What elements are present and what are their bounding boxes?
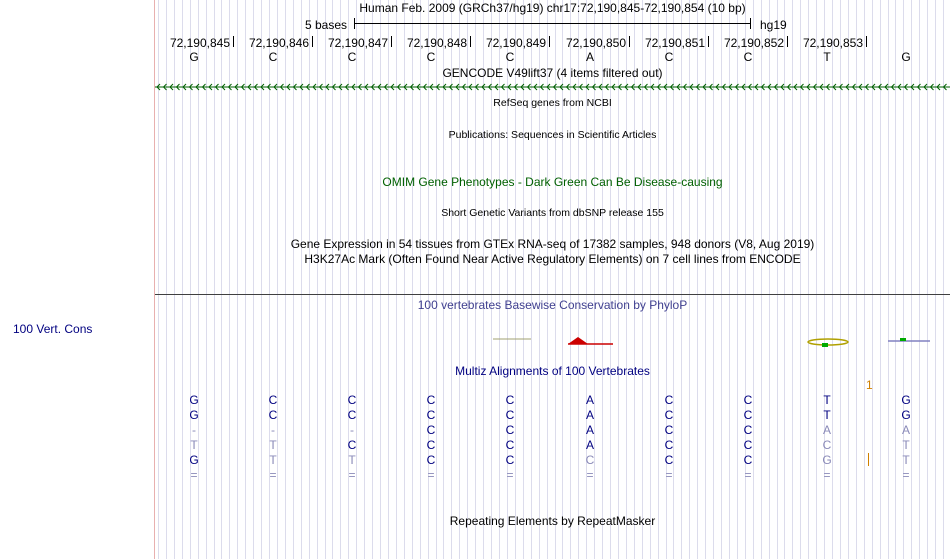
- alignment-base-elephant: T: [269, 453, 277, 467]
- alignment-base-rhesus: G: [901, 408, 911, 422]
- sequence-base: T: [823, 50, 831, 64]
- alignment-base-rhesus: C: [268, 408, 278, 422]
- alignment-base-elephant: G: [822, 453, 832, 467]
- alignment-base-mouse: -: [192, 423, 196, 437]
- alignment-base-elephant: G: [189, 453, 199, 467]
- alignment-base-dog: T: [902, 438, 910, 452]
- ruler-tick: [549, 36, 550, 47]
- alignment-base-dog: A: [585, 438, 594, 452]
- alignment-base-human: C: [664, 393, 674, 407]
- phylop-peak-a: [568, 337, 588, 344]
- ruler-position-label: 72,190,851: [644, 36, 705, 50]
- alignment-base-dog: T: [190, 438, 198, 452]
- sequence-base: C: [268, 50, 278, 64]
- ruler-position-label: 72,190,850: [565, 36, 626, 50]
- scale-bar-right-cap: [750, 18, 751, 29]
- gencode-track-title[interactable]: GENCODE V49lift37 (4 items filtered out): [442, 66, 663, 80]
- ruler-position-label: 72,190,852: [723, 36, 784, 50]
- alignment-base-elephant: C: [664, 453, 674, 467]
- alignment-base-mouse: C: [664, 423, 674, 437]
- sequence-base: C: [347, 50, 357, 64]
- ruler-tick: [708, 36, 709, 47]
- ruler-position-label: 72,190,853: [802, 36, 863, 50]
- alignment-base-chicken: =: [902, 468, 910, 482]
- publications-track-title[interactable]: Publications: Sequences in Scientific Articles: [448, 129, 657, 141]
- scale-bar-left-cap: [354, 18, 355, 29]
- alignment-base-rhesus: C: [743, 408, 753, 422]
- alignment-base-mouse: -: [350, 423, 354, 437]
- sequence-base: G: [901, 50, 911, 64]
- alignment-base-elephant: C: [426, 453, 436, 467]
- sequence-base: C: [426, 50, 436, 64]
- alignment-base-chicken: =: [823, 468, 831, 482]
- alignment-base-elephant: C: [505, 453, 515, 467]
- ruler-tick: [629, 36, 630, 47]
- scale-bar: [354, 23, 751, 24]
- gap-count: 1: [866, 378, 873, 392]
- ruler-position-label: 72,190,846: [248, 36, 309, 50]
- alignment-base-human: A: [585, 393, 594, 407]
- gtex-track-title[interactable]: Gene Expression in 54 tissues from GTEx RNA-seq of 17382 samples, 948 donors (V8, Aug 2019): [290, 237, 815, 251]
- alignment-base-mouse: A: [585, 423, 594, 437]
- ruler-tick: [312, 36, 313, 47]
- track-image-area[interactable]: [155, 0, 950, 559]
- multiz-track-title[interactable]: Multiz Alignments of 100 Vertebrates: [455, 364, 650, 378]
- ruler-tick: [866, 36, 867, 47]
- alignment-base-chicken: =: [269, 468, 277, 482]
- alignment-base-rhesus: C: [347, 408, 357, 422]
- alignment-base-human: C: [347, 393, 357, 407]
- ruler-tick: [233, 36, 234, 47]
- phylop-track-title[interactable]: 100 vertebrates Basewise Conservation by PhyloP: [417, 298, 688, 312]
- alignment-base-rhesus: A: [585, 408, 594, 422]
- alignment-base-human: C: [268, 393, 278, 407]
- scale-assembly: hg19: [760, 18, 787, 32]
- alignment-base-dog: C: [664, 438, 674, 452]
- ruler-tick: [391, 36, 392, 47]
- alignment-base-dog: T: [269, 438, 277, 452]
- phylop-green-tick-1: [822, 343, 828, 347]
- alignment-base-human: C: [426, 393, 436, 407]
- alignment-base-mouse: A: [822, 423, 831, 437]
- refseq-track-title[interactable]: RefSeq genes from NCBI: [493, 97, 612, 109]
- sequence-base: C: [743, 50, 753, 64]
- ruler-position-label: 72,190,849: [485, 36, 546, 50]
- alignment-base-human: G: [901, 393, 911, 407]
- h3k27ac-track-title[interactable]: H3K27Ac Mark (Often Found Near Active Regulatory Elements) on 7 cell lines from ENCODE: [304, 252, 801, 266]
- vert-cons-label[interactable]: 100 Vert. Cons: [13, 322, 93, 336]
- alignment-base-chicken: =: [506, 468, 514, 482]
- alignment-base-chicken: =: [665, 468, 673, 482]
- alignment-base-mouse: C: [743, 423, 753, 437]
- sequence-base: G: [189, 50, 199, 64]
- alignment-base-chicken: =: [190, 468, 198, 482]
- alignment-base-rhesus: C: [426, 408, 436, 422]
- phylop-conservation-graph[interactable]: [155, 334, 950, 350]
- omim-track-title[interactable]: OMIM Gene Phenotypes - Dark Green Can Be Disease-causing: [382, 175, 723, 189]
- alignment-base-mouse: -: [271, 423, 275, 437]
- alignment-base-human: T: [823, 393, 831, 407]
- alignment-base-chicken: =: [427, 468, 435, 482]
- repeatmasker-track-title[interactable]: Repeating Elements by RepeatMasker: [449, 514, 656, 528]
- alignment-base-dog: C: [426, 438, 436, 452]
- alignment-base-mouse: C: [505, 423, 515, 437]
- alignment-base-dog: C: [505, 438, 515, 452]
- h3k27ac-baseline: [155, 294, 950, 295]
- alignment-base-elephant: C: [585, 453, 595, 467]
- alignment-base-rhesus: C: [505, 408, 515, 422]
- alignment-base-rhesus: G: [189, 408, 199, 422]
- sequence-base: A: [585, 50, 594, 64]
- ruler-position-label: 72,190,847: [327, 36, 388, 50]
- assembly-position: Human Feb. 2009 (GRCh37/hg19) chr17:72,190,845-72,190,854 (10 bp): [359, 1, 746, 15]
- ruler-tick: [470, 36, 471, 47]
- alignment-base-dog: C: [743, 438, 753, 452]
- sequence-base: C: [664, 50, 674, 64]
- ruler-tick: [787, 36, 788, 47]
- alignment-base-human: G: [189, 393, 199, 407]
- alignment-base-chicken: =: [348, 468, 356, 482]
- alignment-base-elephant: C: [743, 453, 753, 467]
- alignment-base-rhesus: T: [823, 408, 831, 422]
- elephant-gap-marker: [868, 453, 869, 466]
- track-label-column: [0, 0, 154, 559]
- alignment-base-rhesus: C: [664, 408, 674, 422]
- ruler-position-label: 72,190,848: [406, 36, 467, 50]
- mgc16275-gene-feature[interactable]: [155, 82, 950, 92]
- alignment-base-elephant: T: [902, 453, 910, 467]
- alignment-base-human: C: [505, 393, 515, 407]
- alignment-base-dog: C: [347, 438, 357, 452]
- alignment-base-chicken: =: [586, 468, 594, 482]
- ruler-position-label: 72,190,845: [169, 36, 230, 50]
- sequence-base: C: [505, 50, 515, 64]
- alignment-base-mouse: A: [901, 423, 910, 437]
- alignment-base-mouse: C: [426, 423, 436, 437]
- scale-bar-text: 5 bases: [305, 18, 348, 32]
- alignment-base-human: C: [743, 393, 753, 407]
- dbsnp-track-title[interactable]: Short Genetic Variants from dbSNP release 155: [441, 207, 664, 219]
- phylop-green-tick-2: [900, 338, 906, 341]
- alignment-base-elephant: T: [348, 453, 356, 467]
- alignment-base-dog: C: [822, 438, 832, 452]
- alignment-base-chicken: =: [744, 468, 752, 482]
